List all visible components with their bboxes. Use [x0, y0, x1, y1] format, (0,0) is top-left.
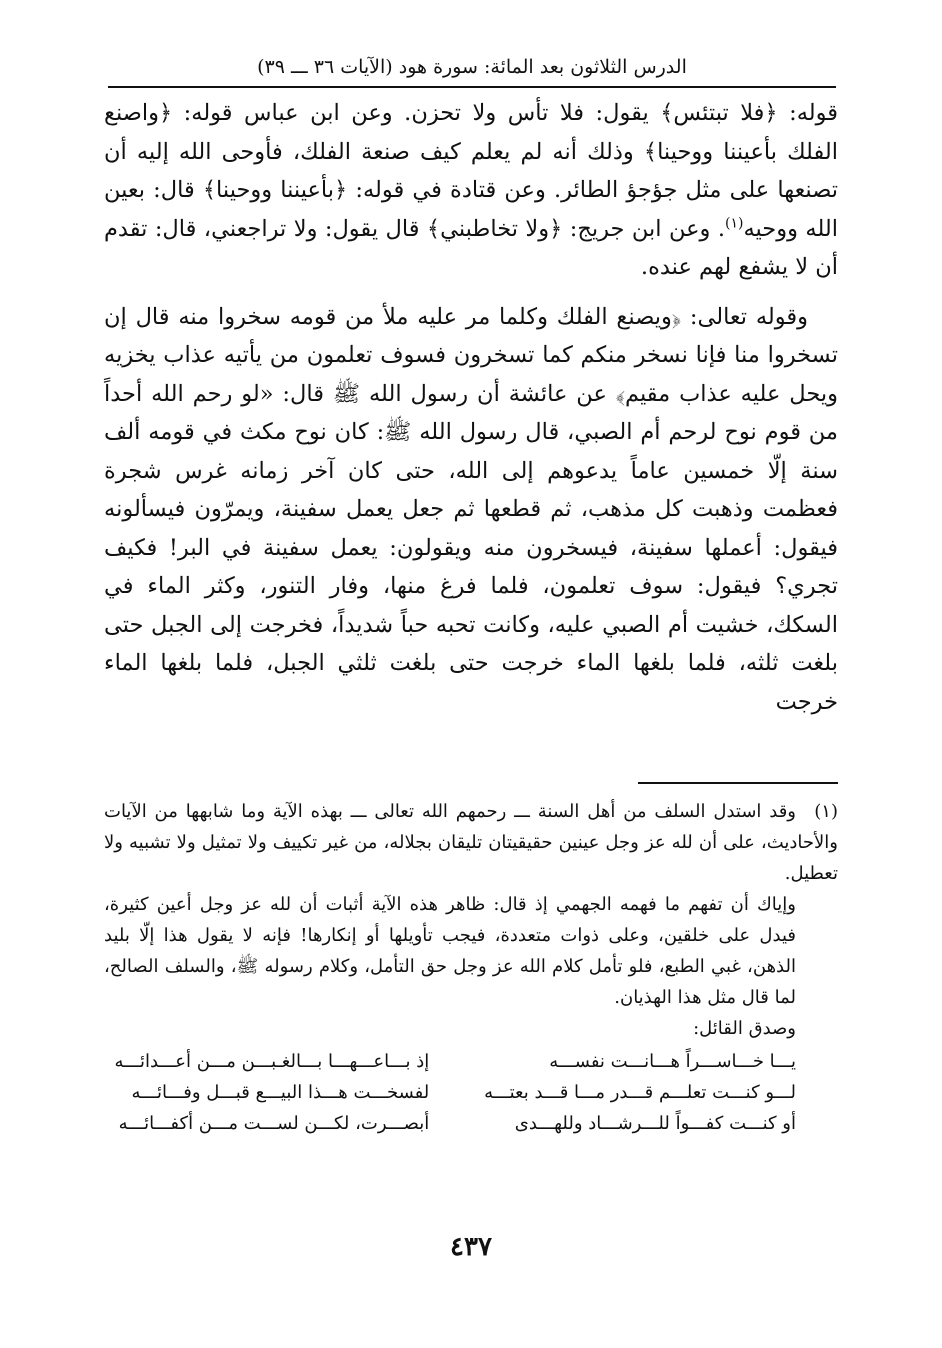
poem-hemistich-second: لفسخـــت هـــذا البيـــع قبـــل وفـــائـــه [131, 1082, 430, 1103]
footnote-1 [104, 796, 838, 889]
footnote-reference: (١) [724, 215, 744, 231]
poem-verse [104, 1108, 796, 1139]
paragraph-2: وقوله تعالى: ﴿ويصنع الفلك وكلما مر عليه ملأ من قومه سخروا منه قال إن تسخروا منا فإنا نسخر منكم كما تسخرون فسوف تعلمون من يأتيه عذاب يخزيه ويحل عليه عذاب مقيم﴾ عن عائشة أن رسول الله ﷺ قال: «لو رحم الله أحداً من قوم نوح لرحم أم الصبي، قال رسول الله ﷺ: كان نوح مكث في قومه ألف سنة إلّا خمسين عاماً يدعوهم إلى الله، حتى كان آخر زمانه غرس شجرة فعظمت وذهبت كل مذهب، ثم قطعها ثم جعل يعمل سفينة، ويمرّون فيسألونه فيقول: أعملها سفينة، فيسخرون منه ويقولون: يعمل سفينة في البر! فكيف تجري؟ فيقول: سوف تعلمون، فلما فرغ منها، وفار التنور، وكثر الماء في السكك، خشيت أم الصبي عليه، وكانت تحبه حباً شديداً، فخرجت إلى الجبل حتى بلغت ثلثه، فلما بلغها الماء خرجت حتى بلغت ثلثي الجبل، فلما بلغها الماء خرجت [104, 303, 838, 715]
footnote-1-text: وقد استدل السلف من أهل السنة ـــ رحمهم الله تعالى ـــ بهذه الآية وما شابهها من الآيات والأحاديث، على أن لله عز وجل عينين حقيقيتان تليقان بجلاله، من غير تكييف ولا تمثيل ولا تشبيه ولا تعطيل. [104, 801, 839, 884]
poem-verse [104, 1077, 796, 1108]
footnotes [104, 796, 838, 1139]
poem-hemistich-first: أو كنـــت كفـــواً للـــرشـــاد وللهـــدى [514, 1113, 796, 1134]
footnote-1-para-2: وإياك أن تفهم ما فهمه الجهمي إذ قال: ظاهر هذه الآية أثبات أن لله عز وجل أعين كثيرة، فيدل على خلقين، وعلى ذوات متعددة، فيجب تأويلها أو إنكارها! فإنه لا يقول هذا إلّا بليد الذهن، غبي الطبع، فلو تأمل كلام الله عز وجل حق التأمل، وكلام رسوله ﷺ، والسلف الصالح، لما قال مثل هذا الهذيان. [104, 894, 796, 1008]
paragraph-1 [104, 94, 838, 287]
page-number: ٤٣٧ [450, 1232, 492, 1262]
footnote-separator [638, 782, 838, 784]
footnote-1-para-3: وصدق القائل: [693, 1018, 796, 1039]
paragraph-1-end: . وعن ابن جريج: ﴿ولا تخاطبني﴾ قال يقول: ولا تراجعني، قال: تقدم أن لا يشفع لهم عنده. [104, 215, 838, 280]
poem-hemistich-first: لـــو كنـــت تعلـــم قـــدر مـــا قـــد بعتـــه [484, 1082, 796, 1103]
poem [104, 1046, 838, 1139]
main-text [104, 94, 838, 721]
footnote-number: (١) [814, 801, 838, 822]
running-header: الدرس الثلاثون بعد المائة: سورة هود (الآيات ٣٦ ـــ ٣٩) [108, 52, 836, 88]
poem-hemistich-first: يـــا خـــاســـراً هـــانـــت نفســـه [549, 1051, 796, 1072]
poem-hemistich-second: أبصـــرت، لكـــن لســـت مـــن أكفـــائـــه [118, 1113, 430, 1134]
poem-hemistich-second: إذ بـــاعـــهـــا بـــالغـبـــن مـــن أعـــدائـــه [114, 1051, 430, 1072]
paragraph-1-text: قوله: ﴿فلا تبتئس﴾ يقول: فلا تأس ولا تحزن. وعن ابن عباس قوله: ﴿واصنع الفلك بأعيننا ووحينا﴾ وذلك أنه لم يعلم كيف صنعة الفلك، فأوحى الله إليه أن تصنعها على مثل جؤجؤ الطائر. وعن قتادة في قوله: ﴿بأعيننا ووحينا﴾ قال: بعين الله ووحيه [104, 100, 839, 242]
poem-verse [104, 1046, 796, 1077]
